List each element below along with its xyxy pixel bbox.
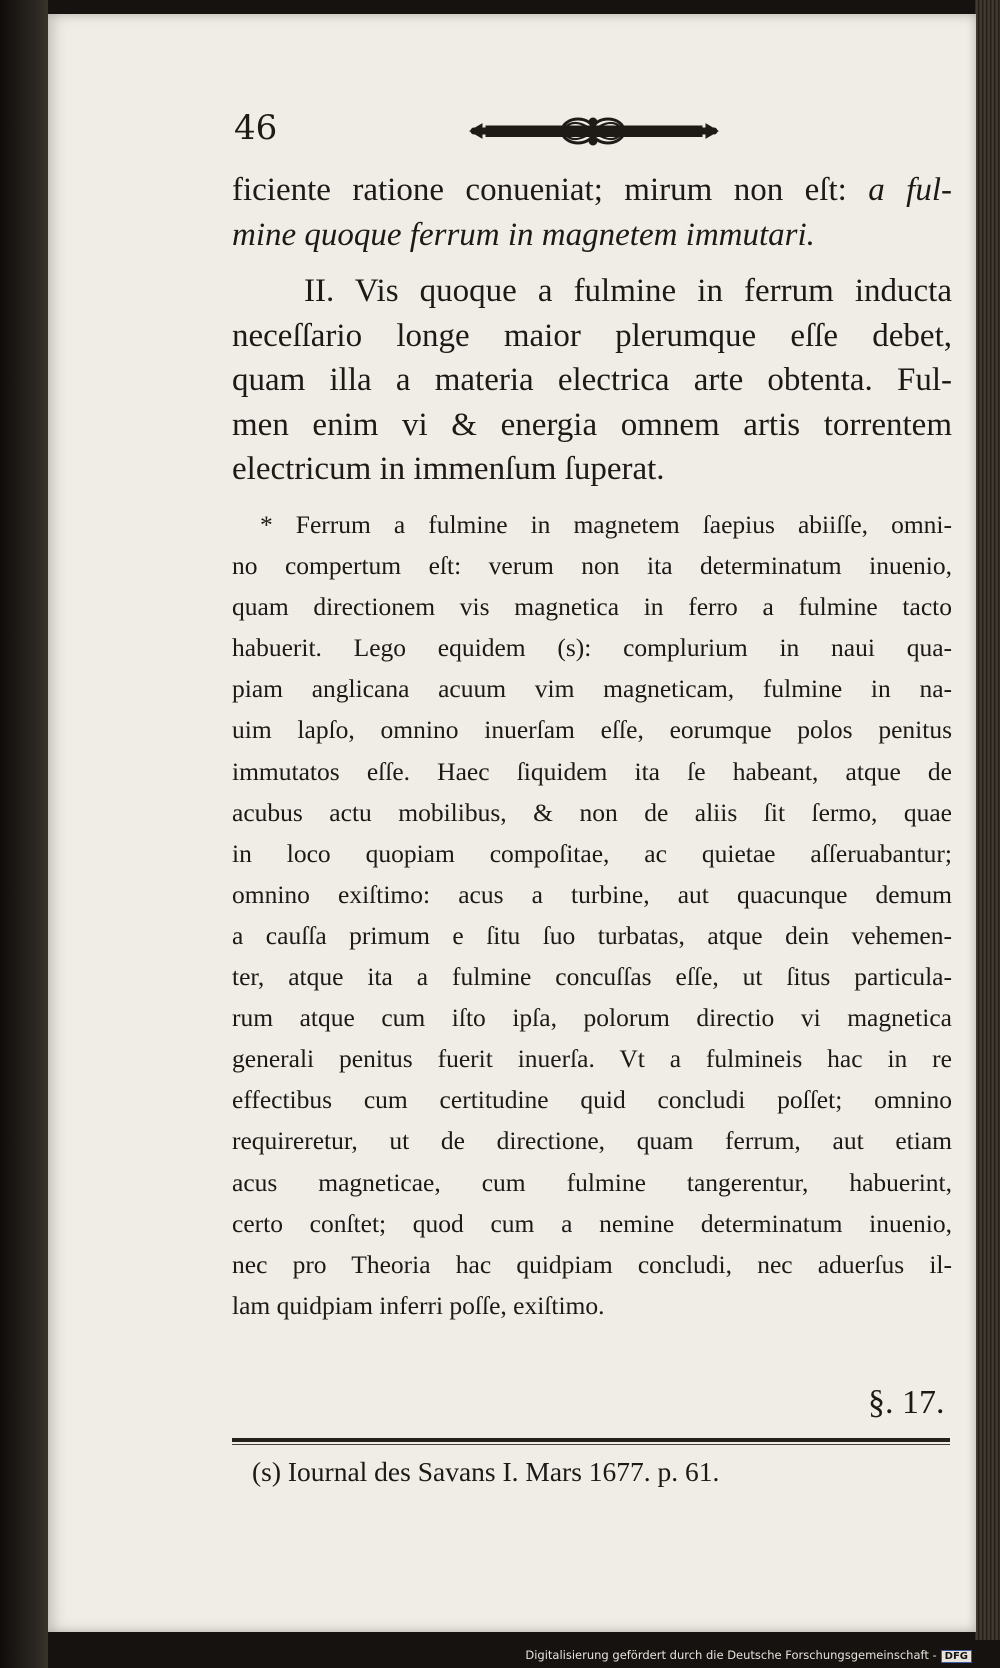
footnote-rule-thin <box>232 1444 950 1445</box>
footnote-rule <box>232 1438 950 1442</box>
main-line-7: electricum in immenſum ſuperat. <box>232 451 665 487</box>
note-line: no compertum eſt: verum non ita determinatum inuenio, <box>232 551 952 581</box>
note-line: requireretur, ut de directione, quam ferrum, aut etiam <box>232 1126 952 1156</box>
note-line: uim lapſo, omnino inuerſam eſſe, eorumque polos penitus <box>232 715 952 745</box>
book-edge <box>975 0 1000 1640</box>
main-line-5: quam illa a materia electrica arte obtenta. Ful- <box>232 362 952 398</box>
credit-text: Digitalisierung gefördert durch die Deutsche Forschungsgemeinschaft - <box>525 1648 937 1662</box>
note-paragraph <box>232 504 952 1326</box>
note-line: generali penitus fuerit inuerſa. Vt a fulmineis hac in re <box>232 1044 952 1074</box>
note-line: piam anglicana acuum vim magneticam, fulmine in na- <box>232 674 952 704</box>
note-line: acus magneticae, cum fulmine tangerentur, habuerint, <box>232 1167 952 1197</box>
page-number: 46 <box>234 108 278 148</box>
note-line: effectibus cum certitudine quid concludi poſſet; omnino <box>232 1085 952 1115</box>
note-line: ter, atque ita a fulmine concuſſas eſſe, ut ſitus particula- <box>232 962 952 992</box>
note-line: a cauſſa primum e ſitu ſuo turbatas, atque dein vehemen- <box>232 920 952 950</box>
main-line-1 <box>232 168 952 213</box>
main-line-4: neceſſario longe maior plerumque eſſe debet, <box>232 317 952 354</box>
digitization-credit <box>525 1648 972 1663</box>
note-line: omnino exiſtimo: acus a turbine, aut quacunque demum <box>232 879 952 909</box>
note-line: habuerit. Lego equidem (s): complurium in naui qua- <box>232 633 952 663</box>
main-paragraph <box>232 168 952 492</box>
note-line: acubus actu mobilibus, & non de aliis ſit ſermo, quae <box>232 797 952 827</box>
section-mark: §. 17. <box>868 1384 945 1421</box>
note-line: certo conſtet; quod cum a nemine determinatum inuenio, <box>232 1208 952 1238</box>
main-line-1-text: ficiente ratione conueniat; mirum non eſt: <box>232 172 869 208</box>
main-line-3: II. Vis quoque a fulmine in ferrum inducta <box>304 273 952 309</box>
main-line-6: men enim vi & energia omnem artis torrentem <box>232 406 952 443</box>
ornament-icon <box>468 116 720 148</box>
note-line: immutatos eſſe. Haec ſiquidem ita ſe habeant, atque de <box>232 756 952 786</box>
dfg-logo: DFG <box>941 1650 972 1663</box>
note-line: * Ferrum a fulmine in magnetem ſaepius abiiſſe, omni- <box>260 510 952 539</box>
main-line-2-italic: mine quoque ferrum in magnetem immutari. <box>232 216 815 253</box>
note-line: quam directionem vis magnetica in ferro a fulmine tacto <box>232 592 952 622</box>
note-line: lam quidpiam inferri poſſe, exiſtimo. <box>232 1290 605 1320</box>
note-line: in loco quopiam compoſitae, ac quietae aſſeruabantur; <box>232 838 952 868</box>
note-line: rum atque cum iſto ipſa, polorum directio vi magnetica <box>232 1003 952 1033</box>
main-line-1-italic: a ful- <box>868 172 952 208</box>
main-line-2 <box>232 213 952 258</box>
footnote: (s) Iournal des Savans I. Mars 1677. p. 61. <box>252 1456 720 1487</box>
note-line: nec pro Theoria hac quidpiam concludi, nec aduerſus il- <box>232 1249 952 1279</box>
left-background <box>0 0 48 1668</box>
